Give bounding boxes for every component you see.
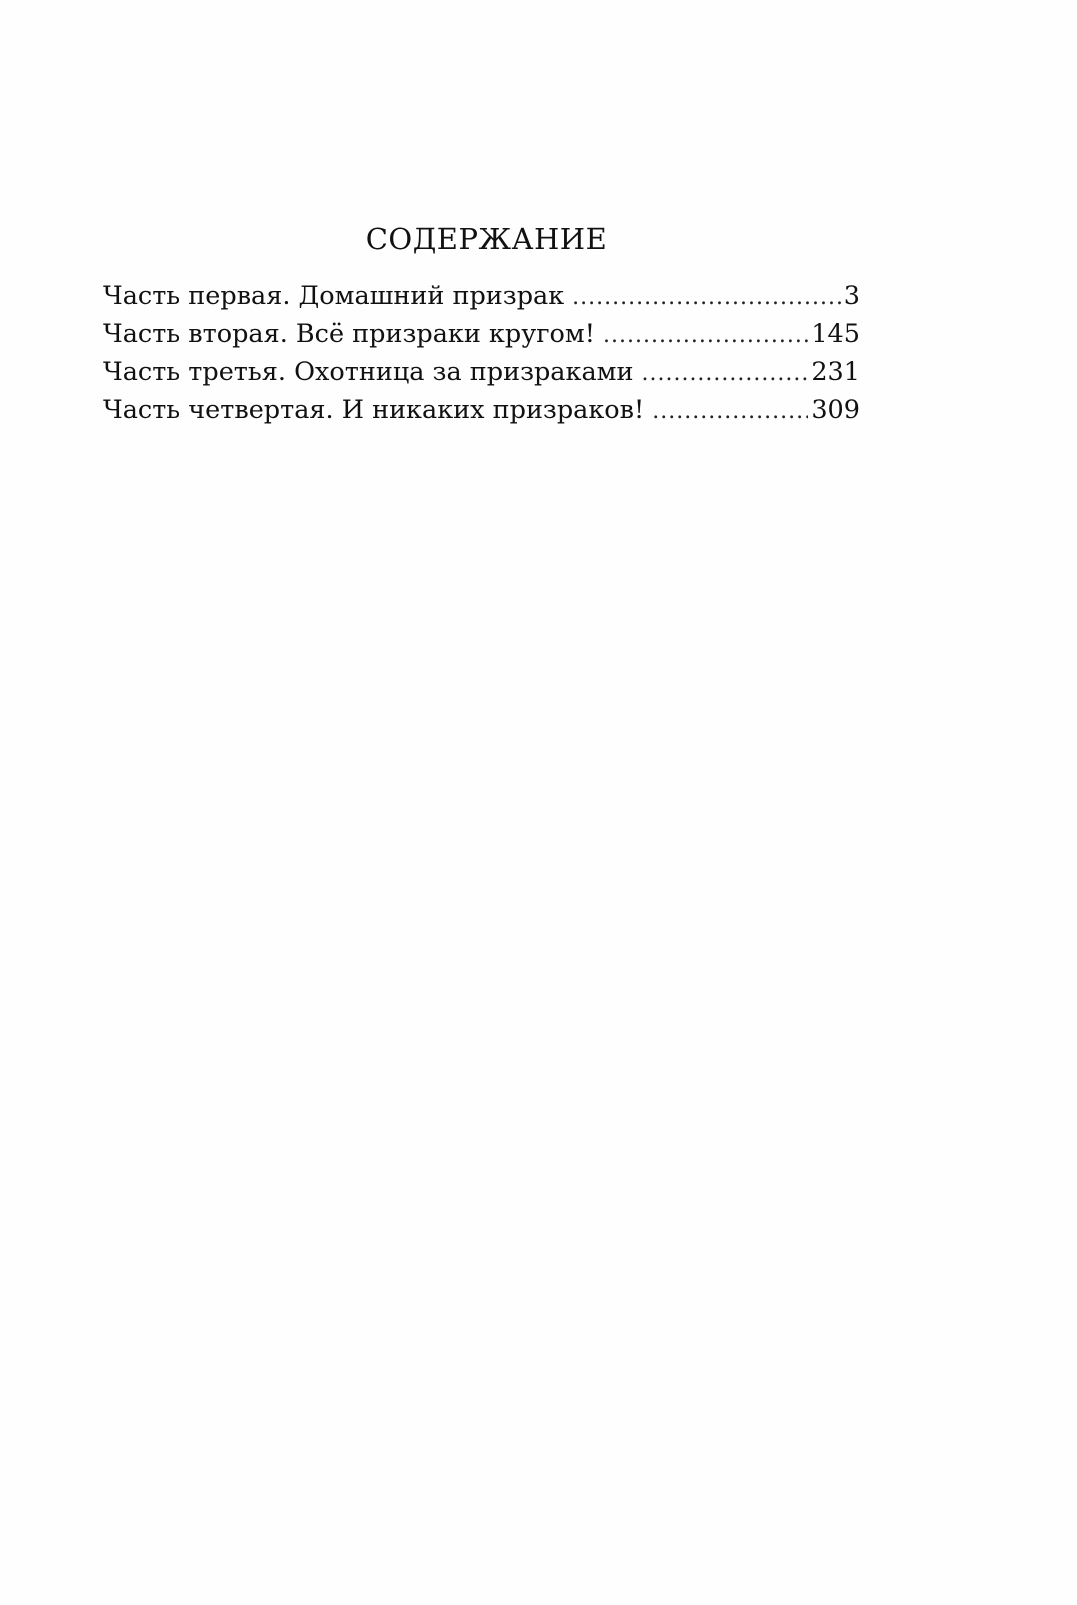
toc-entry-page: 3 bbox=[843, 281, 860, 311]
toc-entry-page: 309 bbox=[811, 395, 860, 425]
toc-list bbox=[103, 278, 860, 430]
dot-leader bbox=[572, 280, 841, 316]
toc-entry-part-4 bbox=[103, 392, 860, 430]
toc-entry-label: Часть четвертая. И никаких призраков! bbox=[103, 395, 645, 425]
toc-entry-page: 231 bbox=[811, 357, 860, 387]
toc-entry-part-3 bbox=[103, 354, 860, 392]
table-of-contents bbox=[103, 222, 860, 430]
toc-entry-part-2 bbox=[103, 316, 860, 354]
toc-entry-page: 145 bbox=[811, 319, 860, 349]
toc-entry-label: Часть первая. Домашний призрак bbox=[103, 281, 565, 311]
toc-entry-part-1 bbox=[103, 278, 860, 316]
toc-entry-label: Часть третья. Охотница за призраками bbox=[103, 357, 634, 387]
toc-title: СОДЕРЖАНИЕ bbox=[365, 222, 608, 256]
dot-leader bbox=[652, 394, 808, 430]
dot-leader bbox=[603, 318, 808, 354]
dot-leader bbox=[641, 356, 808, 392]
toc-entry-label: Часть вторая. Всё призраки кругом! bbox=[103, 319, 595, 349]
